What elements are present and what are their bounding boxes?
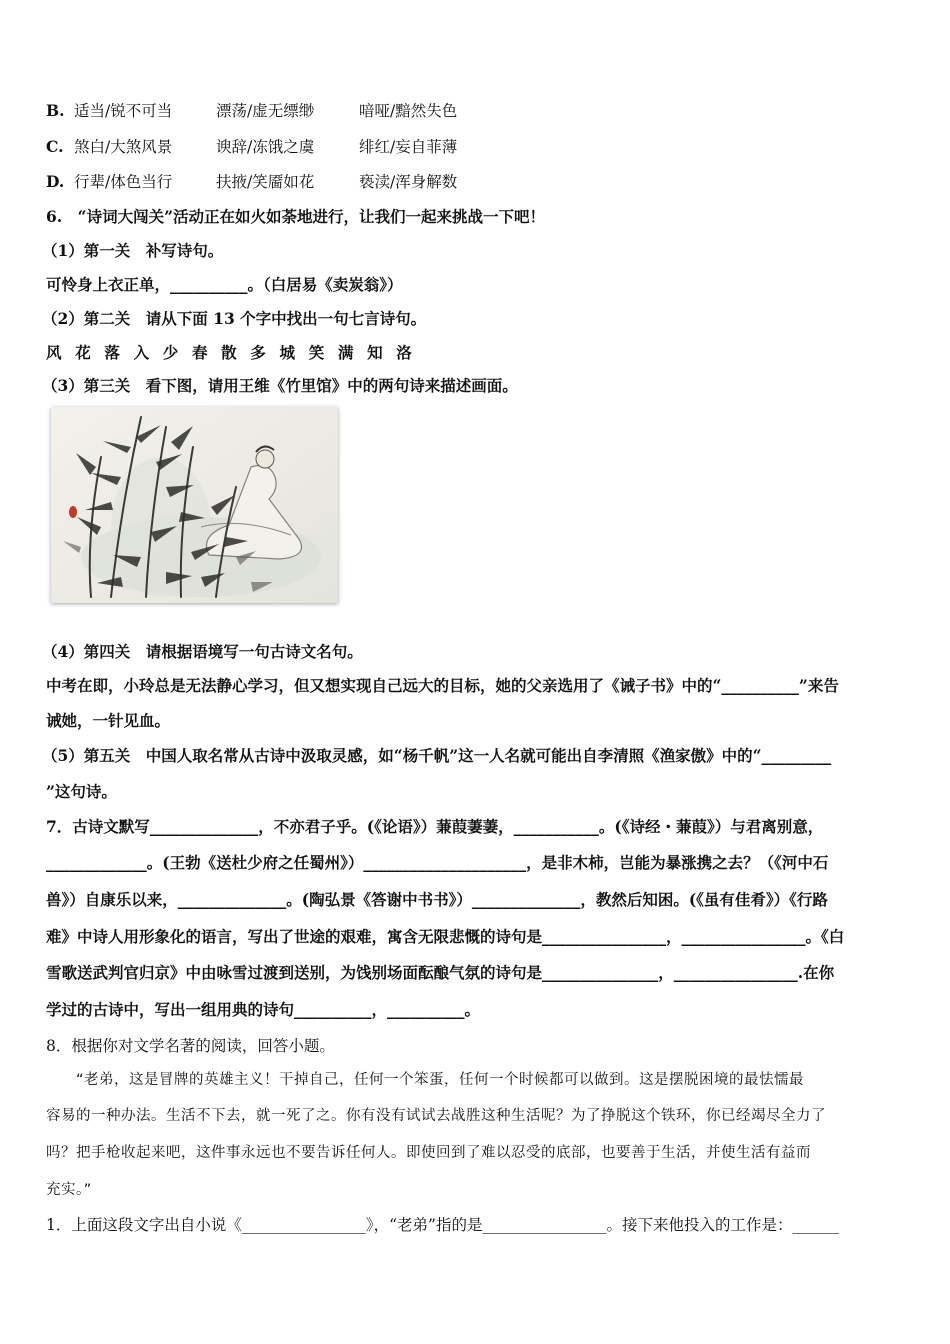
q7-line: 雪歌送武判官归京》中由咏雪过渡到送别，为饯别场面酝酿气氛的诗句是_______________，________________.在你 (46, 963, 835, 982)
option-item: 谀辞/冻饿之虞 (216, 138, 315, 156)
char: 入 (133, 343, 150, 362)
option-item: 行辈/体色当行 (74, 173, 173, 191)
option-label: C. (46, 137, 64, 156)
q6-char-row (46, 343, 425, 363)
char: 散 (221, 343, 237, 362)
char: 花 (75, 343, 91, 362)
q7-line: 学过的古诗中，写出一组用典的诗句__________，__________。 (46, 1000, 481, 1019)
q7-line: 兽》）自康乐以来，______________。(陶弘景《答谢中书书》）______________，教然后知困。(《虽有佳肴》）《行路 (46, 890, 828, 909)
q6-title: 6. “诗词大闯关”活动正在如火如荼地进行，让我们一起来挑战一下吧！ (46, 207, 546, 226)
q6-level-5-text-b: ”这句诗。 (46, 782, 117, 801)
bamboo-painting-image (51, 407, 338, 603)
q6-level-1: （1）第一关 补写诗句。 (42, 241, 224, 260)
q6-level-3: （3）第三关 看下图，请用王维《竹里馆》中的两句诗来描述画面。 (42, 376, 518, 395)
option-b-row (46, 101, 457, 121)
char: 洛 (396, 343, 412, 362)
q8-title: 8．根据你对文学名著的阅读，回答小题。 (46, 1037, 335, 1055)
char: 城 (279, 343, 296, 362)
option-item: 适当/锐不可当 (74, 102, 173, 120)
q8-passage-line: 吗？把手枪收起来吧，这件事永远也不要告诉任何人。即使回到了难以忍受的底部，也要善于生活，并使生活有益而 (46, 1145, 811, 1161)
option-label: D. (46, 172, 65, 191)
q7-line: 难》中诗人用形象化的语言，写出了世途的艰难，寓含无限悲慨的诗句是________________，________________。《白 (46, 927, 845, 946)
option-item: 亵渎/浑身解数 (359, 173, 458, 191)
q6-level-1-text: 可怜身上衣正单，__________。（白居易《卖炭翁》） (46, 275, 403, 294)
q8-passage-line: 容易的一种办法。生活不下去，就一死了之。你有没有试试去战胜这种生活呢？为了挣脱这个铁环，你已经竭尽全力了 (46, 1108, 826, 1124)
char: 多 (250, 343, 266, 362)
q6-level-4-text-a: 中考在即，小玲总是无法静心学习，但又想实现自己远大的目标，她的父亲选用了《诫子书》中的“__________”来告 (46, 676, 839, 695)
q8-passage-line: 充实。” (46, 1182, 92, 1198)
char: 知 (367, 343, 383, 362)
q6-level-4-text-b: 诫她，一针见血。 (46, 711, 171, 730)
option-item: 绯红/妄自菲薄 (359, 138, 458, 156)
char: 满 (337, 343, 354, 362)
q8-subquestion-1: 1．上面这段文字出自小说《________________》，“老弟”指的是________________。接下来他投入的工作是：______ (46, 1216, 839, 1234)
char: 少 (162, 343, 179, 362)
option-c-row (46, 137, 457, 157)
q7-line: _____________。(王勃《送杜少府之任蜀州》）_____________________，是非木柿，岂能为暴涨携之去？（《河中石 (46, 853, 829, 872)
char: 落 (104, 343, 120, 362)
option-label: B. (46, 101, 65, 120)
q6-level-2: （2）第二关 请从下面 13 个字中找出一句七言诗句。 (42, 309, 427, 328)
q6-level-5-text-a: （5）第五关 中国人取名常从古诗中汲取灵感，如“杨千帆”这一人名就可能出自李清照《渔家傲》中的“_________ (42, 746, 832, 765)
option-item: 喑哑/黯然失色 (359, 102, 458, 120)
char: 笑 (308, 343, 325, 362)
q6-level-4: （4）第四关 请根据语境写一句古诗文名句。 (42, 642, 363, 661)
option-item: 漂荡/虚无缥缈 (216, 102, 315, 120)
q7-line: 7．古诗文默写______________，不亦君子乎。(《论语》）蒹葭萋萋，___________。(《诗经・蒹葭》）与君离别意， (46, 817, 824, 836)
q8-passage-line: “老弟，这是冒牌的英雄主义！干掉自己，任何一个笨蛋，任何一个时候都可以做到。这是摆脱困境的最怯懦最 (46, 1072, 805, 1088)
char: 风 (46, 343, 62, 362)
option-item: 煞白/大煞风景 (74, 138, 173, 156)
option-item: 扶掖/笑靥如花 (216, 173, 315, 191)
char: 春 (191, 343, 208, 362)
option-d-row (46, 172, 457, 192)
